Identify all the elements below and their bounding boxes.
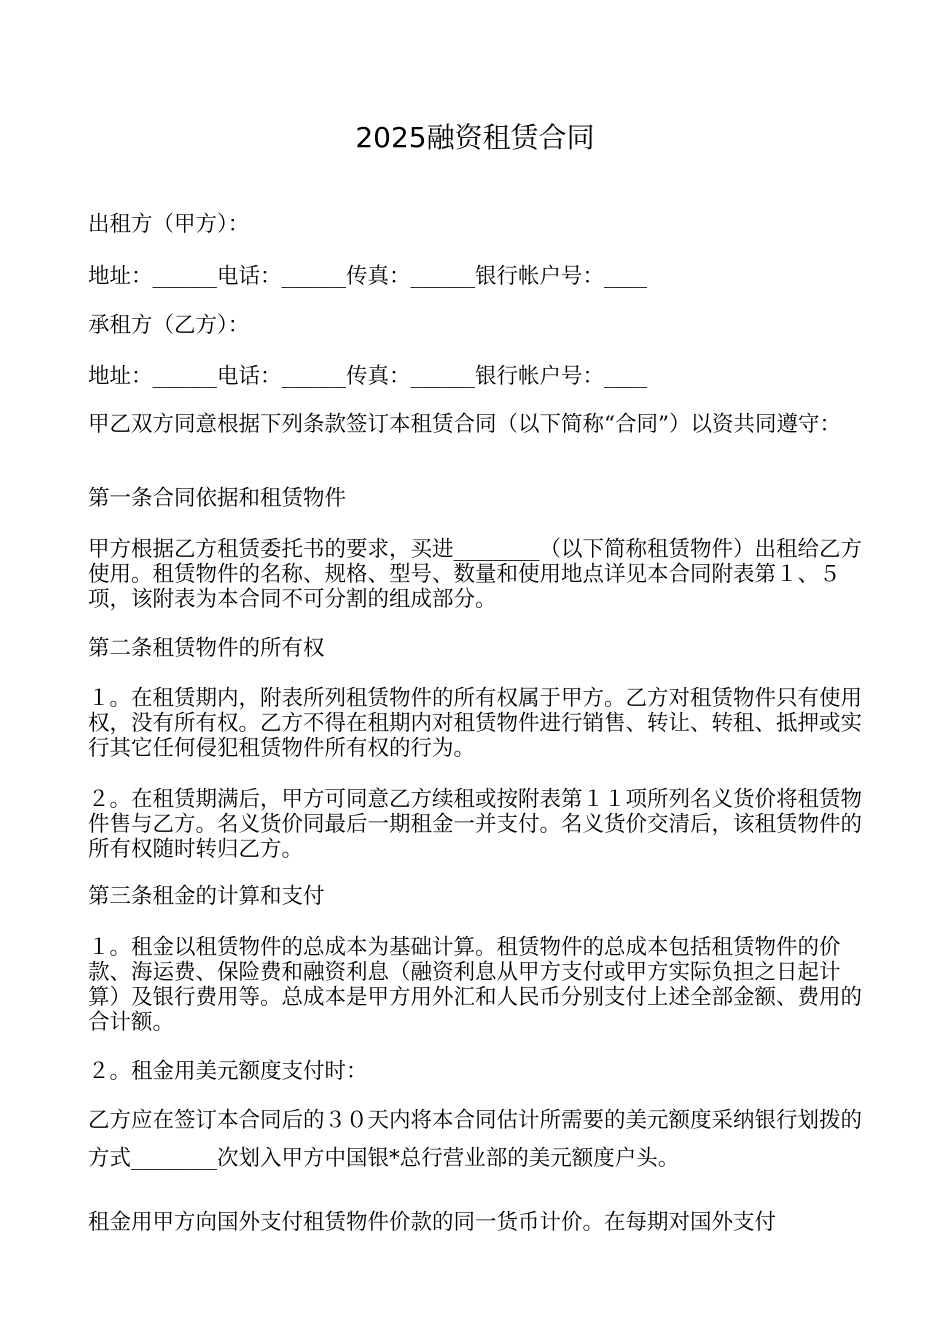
article-two-clause-2: ２。在租赁期满后，甲方可同意乙方续租或按附表第１１项所列名义货价将租赁物件售与乙方。名义货价同最后一期租金一并支付。名义货价交清后，该租赁物件的所有权随时转归乙方。 bbox=[88, 787, 863, 862]
article-one-heading: 第一条合同依据和租赁物件 bbox=[88, 486, 347, 511]
preamble-paragraph: 甲乙双方同意根据下列条款签订本租赁合同（以下简称“合同”）以资共同遵守： bbox=[88, 412, 841, 437]
article-three-usd-paragraph: 乙方应在签订本合同后的３０天内将本合同估计所需要的美元额度采纳银行划拨的方式________次划入甲方中国银*总行营业部的美元额度户头。 bbox=[88, 1108, 863, 1171]
article-three-heading: 第三条租金的计算和支付 bbox=[88, 884, 325, 909]
lessor-contact-line: 地址：______电话：______传真：______银行帐户号：____ bbox=[88, 264, 648, 289]
lessee-label: 承租方（乙方）： bbox=[88, 313, 250, 338]
article-one-paragraph: 甲方根据乙方租赁委托书的要求，买进________（以下简称租赁物件）出租给乙方使用。租赁物件的名称、规格、型号、数量和使用地点详见本合同附表第１、５项，该附表为本合同不可分割的组成部分。 bbox=[88, 537, 863, 612]
page-title: 2025融资租赁合同 bbox=[355, 121, 595, 154]
lessee-contact-line: 地址：______电话：______传真：______银行帐户号：____ bbox=[88, 364, 648, 389]
article-three-clause-2: ２。租金用美元额度支付时： bbox=[88, 1059, 368, 1084]
article-three-clause-1: １。租金以租赁物件的总成本为基础计算。租赁物件的总成本包括租赁物件的价款、海运费、保险费和融资利息（融资利息从甲方支付或甲方实际负担之日起计算）及银行费用等。总成本是甲方用外汇和人民币分别支付上述全部金额、费用的合计额。 bbox=[88, 935, 863, 1035]
lessor-label: 出租方（甲方）： bbox=[88, 212, 250, 237]
article-two-clause-1: １。在租赁期内，附表所列租赁物件的所有权属于甲方。乙方对租赁物件只有使用权，没有所有权。乙方不得在租期内对租赁物件进行销售、转让、转租、抵押或实行其它任何侵犯租赁物件所有权的行为。 bbox=[88, 686, 863, 761]
article-two-heading: 第二条租赁物件的所有权 bbox=[88, 636, 325, 661]
article-three-currency-paragraph: 租金用甲方向国外支付租赁物件价款的同一货币计价。在每期对国外支付 bbox=[88, 1210, 777, 1235]
